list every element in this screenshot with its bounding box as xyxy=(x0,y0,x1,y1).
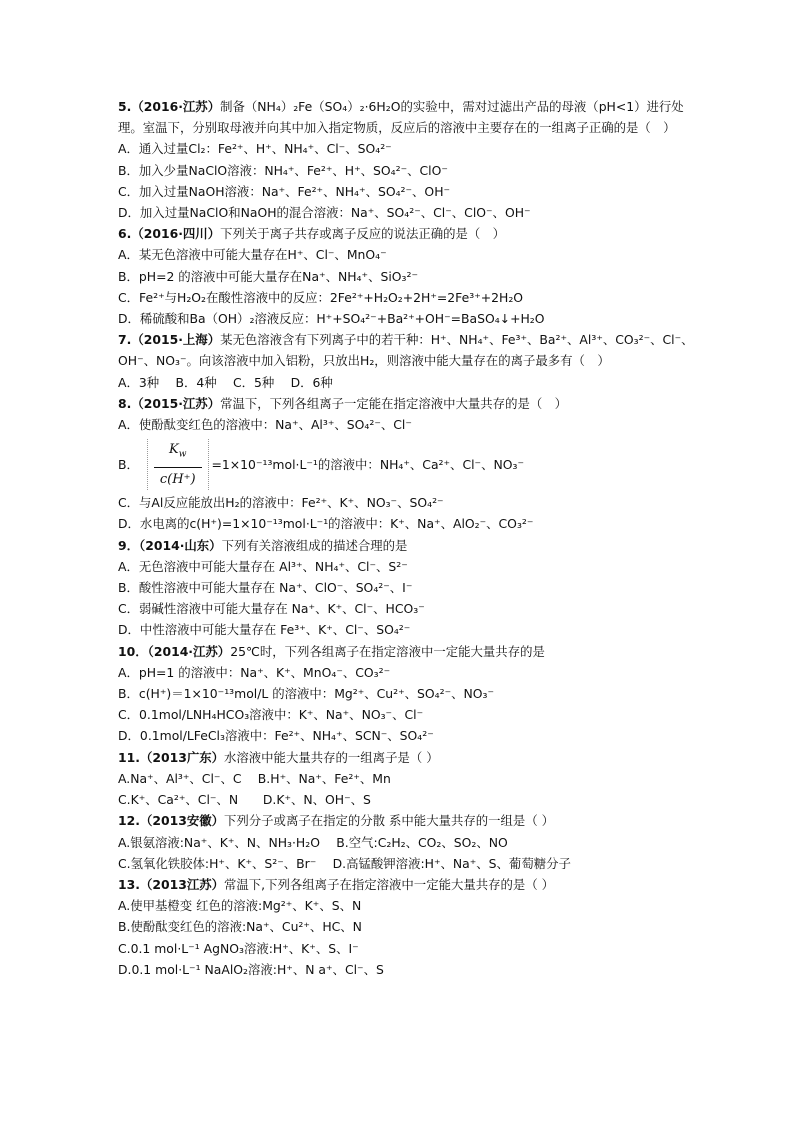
option-c: C．0.1mol/LNH₄HCO₃溶液中：K⁺、Na⁺、NO₃⁻、Cl⁻ xyxy=(118,707,424,723)
question-number: 12.（2013安徽） xyxy=(118,813,224,829)
question-7 xyxy=(118,329,703,393)
option-d: D．0.1mol/LFeCl₃溶液中：Fe²⁺、NH₄⁺、SCN⁻、SO₄²⁻ xyxy=(118,728,434,744)
question-stem xyxy=(118,810,703,831)
question-text: 常温下，下列各组离子一定能在指定溶液中大量共存的是（ ） xyxy=(220,395,568,411)
question-5 xyxy=(118,96,703,223)
option-c: C．Fe²⁺与H₂O₂在酸性溶液中的反应：2Fe²⁺+H₂O₂+2H⁺=2Fe³⁺+2H₂O xyxy=(118,289,524,305)
option-b: B.使酚酞变红色的溶液:Na⁺、Cu²⁺、HC、N xyxy=(118,919,362,935)
question-11 xyxy=(118,747,703,811)
question-number: 5.（2016·江苏） xyxy=(118,99,221,114)
option-a: A．pH=1 的溶液中：Na⁺、K⁺、MnO₄⁻、CO₃²⁻ xyxy=(118,664,391,680)
kw-subscript: w xyxy=(178,449,187,460)
option-text: =1×10⁻¹³mol·L⁻¹的溶液中：NH₄⁺、Ca²⁺、Cl⁻、NO₃⁻ xyxy=(211,457,524,473)
question-stem xyxy=(118,329,703,371)
question-text: 下列有关溶液组成的描述合理的是 xyxy=(221,537,408,553)
question-6 xyxy=(118,223,703,329)
option-d: D.0.1 mol·L⁻¹ NaAlO₂溶液:H⁺、N a⁺、Cl⁻、S xyxy=(118,961,384,977)
question-stem xyxy=(118,393,703,414)
question-13 xyxy=(118,874,703,980)
option-a: A．某无色溶液中可能大量存在H⁺、Cl⁻、MnO₄⁻ xyxy=(118,247,387,263)
question-stem xyxy=(118,535,703,556)
kw-symbol: K xyxy=(169,442,179,458)
option-row-cd: C.K⁺、Ca²⁺、Cl⁻、N D.K⁺、N、OH⁻、S xyxy=(118,792,371,808)
worksheet-page xyxy=(118,96,703,980)
option-b: B．c(H⁺)＝1×10⁻¹³mol/L 的溶液中：Mg²⁺、Cu²⁺、SO₄²⁻、NO₃⁻ xyxy=(118,686,495,702)
question-number: 10．（2014·江苏） xyxy=(118,643,231,659)
question-10 xyxy=(118,641,703,747)
option-row-cd: C.氢氧化铁胶体:H⁺、K⁺、S²⁻、Br⁻ D.高锰酸钾溶液:H⁺、Na⁺、S、葡萄糖分子 xyxy=(118,855,571,871)
option-d: D．中性溶液中可能大量存在 Fe³⁺、K⁺、Cl⁻、SO₄²⁻ xyxy=(118,622,411,638)
option-row-ab: A.银氨溶液:Na⁺、K⁺、N、NH₃·H₂O B.空气:C₂H₂、CO₂、SO₂、NO xyxy=(118,834,508,850)
question-text: 下列关于离子共存或离子反应的说法正确的是（ ） xyxy=(220,226,506,242)
question-text: 制备（NH₄）₂Fe（SO₄）₂·6H₂O的实验中，需对过滤出产品的母液（pH<1）进行处理。室温下，分别取母液并向其中加入指定物质，反应后的溶液中主要存在的一组离子正确的是（ ） xyxy=(118,99,684,136)
question-text: 某无色溶液含有下列离子中的若干种：H⁺、NH₄⁺、Fe³⁺、Ba²⁺、Al³⁺、CO₃²⁻、Cl⁻、OH⁻、NO₃⁻。向该溶液中加入铝粉，只放出H₂，则溶液中能大量存在的离子最多有（ ） xyxy=(118,332,694,369)
option-b xyxy=(118,439,703,490)
option-c: C．加入过量NaOH溶液：Na⁺、Fe²⁺、NH₄⁺、SO₄²⁻、OH⁻ xyxy=(118,183,451,199)
option-c: C.0.1 mol·L⁻¹ AgNO₃溶液:H⁺、K⁺、S、I⁻ xyxy=(118,940,359,956)
question-number: 9．（2014·山东） xyxy=(118,537,222,553)
option-row: A．3种 B．4种 C．5种 D．6种 xyxy=(118,374,333,390)
kw-fraction xyxy=(147,439,209,490)
question-number: 8.（2015·江苏） xyxy=(118,395,221,411)
fraction-denominator: c(H⁺) xyxy=(154,467,202,490)
question-number: 7.（2015·上海） xyxy=(118,332,221,348)
option-d: D．稀硫酸和Ba（OH）₂溶液反应：H⁺+SO₄²⁻+Ba²⁺+OH⁻=BaSO₄↓+H₂O xyxy=(118,311,545,327)
question-text: 25℃时，下列各组离子在指定溶液中一定能大量共存的是 xyxy=(230,643,545,659)
question-number: 6.（2016·四川） xyxy=(118,226,221,242)
question-text: 水溶液中能大量共存的一组离子是（ ） xyxy=(224,749,439,765)
question-stem xyxy=(118,96,703,138)
fraction-numerator xyxy=(163,439,192,467)
question-8 xyxy=(118,393,703,535)
option-label: B． xyxy=(118,457,139,473)
question-stem xyxy=(118,874,703,895)
option-b: B．酸性溶液中可能大量存在 Na⁺、ClO⁻、SO₄²⁻、I⁻ xyxy=(118,580,413,596)
option-d: D．水电离的c(H⁺)=1×10⁻¹³mol·L⁻¹的溶液中：K⁺、Na⁺、AlO₂⁻、CO₃²⁻ xyxy=(118,516,534,532)
question-12 xyxy=(118,810,703,874)
option-a: A．通入过量Cl₂：Fe²⁺、H⁺、NH₄⁺、Cl⁻、SO₄²⁻ xyxy=(118,141,392,157)
option-a: A．使酚酞变红色的溶液中：Na⁺、Al³⁺、SO₄²⁻、Cl⁻ xyxy=(118,417,412,433)
question-number: 11.（2013广东） xyxy=(118,749,224,765)
option-d: D．加入过量NaClO和NaOH的混合溶液：Na⁺、SO₄²⁻、Cl⁻、ClO⁻、OH⁻ xyxy=(118,205,531,221)
question-stem xyxy=(118,641,703,662)
question-text: 下列分子或离子在指定的分散 系中能大量共存的一组是（ ） xyxy=(224,813,555,829)
question-number: 13.（2013江苏） xyxy=(118,876,224,892)
question-stem xyxy=(118,223,703,244)
option-a: A．无色溶液中可能大量存在 Al³⁺、NH₄⁺、Cl⁻、S²⁻ xyxy=(118,558,408,574)
option-c: C．与Al反应能放出H₂的溶液中：Fe²⁺、K⁺、NO₃⁻、SO₄²⁻ xyxy=(118,495,444,511)
question-text: 常温下,下列各组离子在指定溶液中一定能大量共存的是（ ） xyxy=(224,876,555,892)
option-c: C．弱碱性溶液中可能大量存在 Na⁺、K⁺、Cl⁻、HCO₃⁻ xyxy=(118,601,425,617)
option-a: A.使甲基橙变 红色的溶液:Mg²⁺、K⁺、S、N xyxy=(118,898,362,914)
option-row-ab: A.Na⁺、Al³⁺、Cl⁻、C B.H⁺、Na⁺、Fe²⁺、Mn xyxy=(118,770,391,786)
question-9 xyxy=(118,535,703,641)
question-stem xyxy=(118,747,703,768)
option-b: B．pH=2 的溶液中可能大量存在Na⁺、NH₄⁺、SiO₃²⁻ xyxy=(118,268,418,284)
option-b: B．加入少量NaClO溶液：NH₄⁺、Fe²⁺、H⁺、SO₄²⁻、ClO⁻ xyxy=(118,162,448,178)
